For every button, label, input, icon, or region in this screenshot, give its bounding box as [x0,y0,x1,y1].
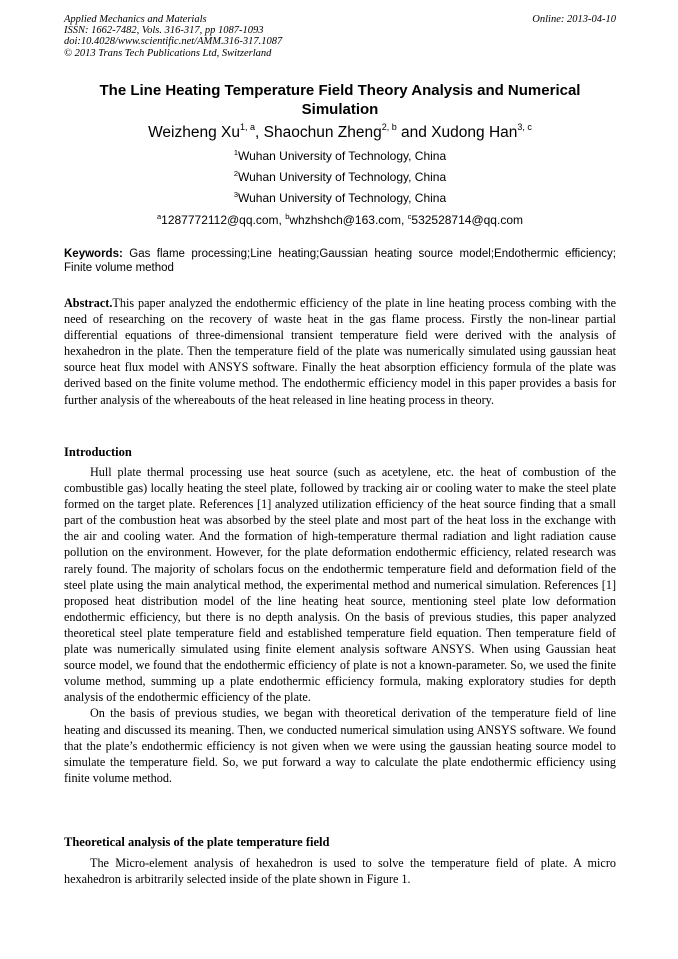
affiliation-text: Wuhan University of Technology, China [238,191,447,205]
author-affiliation-mark: 1, a [240,121,256,132]
keywords-text: Gas flame processing;Line heating;Gaussian heating source model;Endothermic efficiency; Finite volume method [64,248,616,274]
affiliation-text: Wuhan University of Technology, China [238,149,447,163]
doi-line[interactable]: doi:10.4028/www.scientific.net/AMM.316-317.1087 [64,36,283,48]
keywords-label: Keywords: [64,248,123,260]
affiliation-1 [64,149,616,164]
paragraph: Hull plate thermal processing use heat source (such as acetylene, etc. the heat of combustion of the combustible gas) locally heating the steel plate, followed by tracking air or cooling water to make the steel plate formed on the target plate. References [1] analyzed utilization efficiency of the heat source finding that a small part of the combustion heat was absorbed by the steel plate and most part of the heat loss in the exchange with the air and cooling water. And the formation of high-temperature thermal radiation and light radiation cause pollution on the environment. However, for the plate deformation endothermic efficiency, related research was rarely found. The majority of scholars focus on the endothermic temperature field and deformation field of the steel plate using the main analytical method, the experimental method and numerical simulation. References [1] proposed heat distribution model of the line heating heat source, mentioning steel plate low deformation endothermic efficiency, but there is no depth analysis. On the basis of previous studies, this paper analyzed theoretical steel plate temperature field and established temperature field equation. Then temperature field of plate was numerically simulated using finite element analysis software ANSYS. When using Gaussian heat source model, we found that the endothermic efficiency of plate is not a known-parameter. So, we used the finite volume method, summing up a plate endothermic efficiency formula, making exploratory studies for depth analysis of the endothermic efficiency of the plate. [64,465,616,705]
author-separator: , [255,124,264,141]
abstract [64,295,616,408]
affiliation-2 [64,170,616,185]
journal-name: Applied Mechanics and Materials [64,14,207,25]
affiliation-text: Wuhan University of Technology, China [238,170,447,184]
email-mark: b [285,212,290,221]
affiliation-mark: 3 [233,190,239,199]
publication-header [64,14,616,59]
email-address[interactable]: whzhshch@163.com, [289,213,408,227]
author-name: Weizheng Xu [148,124,240,141]
author-affiliation-mark: 3, c [517,121,532,132]
affiliation-mark: 2 [233,169,239,178]
affiliation-mark: 1 [233,148,239,157]
paper-title: The Line Heating Temperature Field Theory Analysis and Numerical Simulation [99,82,581,118]
paragraph: On the basis of previous studies, we began with theoretical derivation of the temperature field of line heating and discussed its meaning. Then, we conducted numerical simulation using ANSYS software. We found that the plate’s endothermic efficiency is not given when we were using the gaussian heating source model to simulate the temperature field. So, we put forward a way to calculate the plate endothermic efficiency using finite volume method. [64,706,616,785]
issn-line: ISSN: 1662-7482, Vols. 316-317, pp 1087-1093 [64,25,264,37]
author-emails [64,213,616,228]
theory-section [64,855,616,887]
keywords [64,247,616,275]
author-name: Shaochun Zheng [263,124,382,141]
section-heading-theory: Theoretical analysis of the plate temperature field [64,835,330,849]
author-name: Xudong Han [431,124,518,141]
affiliation-3 [64,191,616,206]
email-mark: c [407,212,412,221]
abstract-text: This paper analyzed the endothermic efficiency of the plate in line heating process combing with the need of researching on the recovery of waste heat in the gas flame process. Firstly the non-linear partial differential equations of three-dimensional transient temperature field were derived with the analysis of hexahedron in the plate. Then the temperature field of the plate was numerically simulated using gaussian heat source heat flux model with ANSYS software. Finally the heat absorption efficiency formula of the plate was derived based on the finite volume method. The endothermic efficiency model in this paper provides a basis for further analysis of the whereabouts of the heat released in line heating process in theory. [64,296,616,407]
introduction-section [64,464,616,786]
paragraph: The Micro-element analysis of hexahedron is used to solve the temperature field of plate. A micro hexahedron is arbitrarily selected inside of the plate shown in Figure 1. [64,856,616,887]
email-mark: a [156,212,162,221]
author-affiliation-mark: 2, b [381,121,397,132]
section-heading-introduction: Introduction [64,445,132,459]
email-address[interactable]: 1287772112@qq.com, [161,213,286,227]
email-address[interactable]: 532528714@qq.com [411,213,523,227]
abstract-label: Abstract. [64,296,113,310]
author-separator: and [396,124,432,141]
author-list [64,123,616,143]
online-date: Online: 2013-04-10 [532,14,616,25]
copyright-line: © 2013 Trans Tech Publications Ltd, Switzerland [64,47,272,59]
